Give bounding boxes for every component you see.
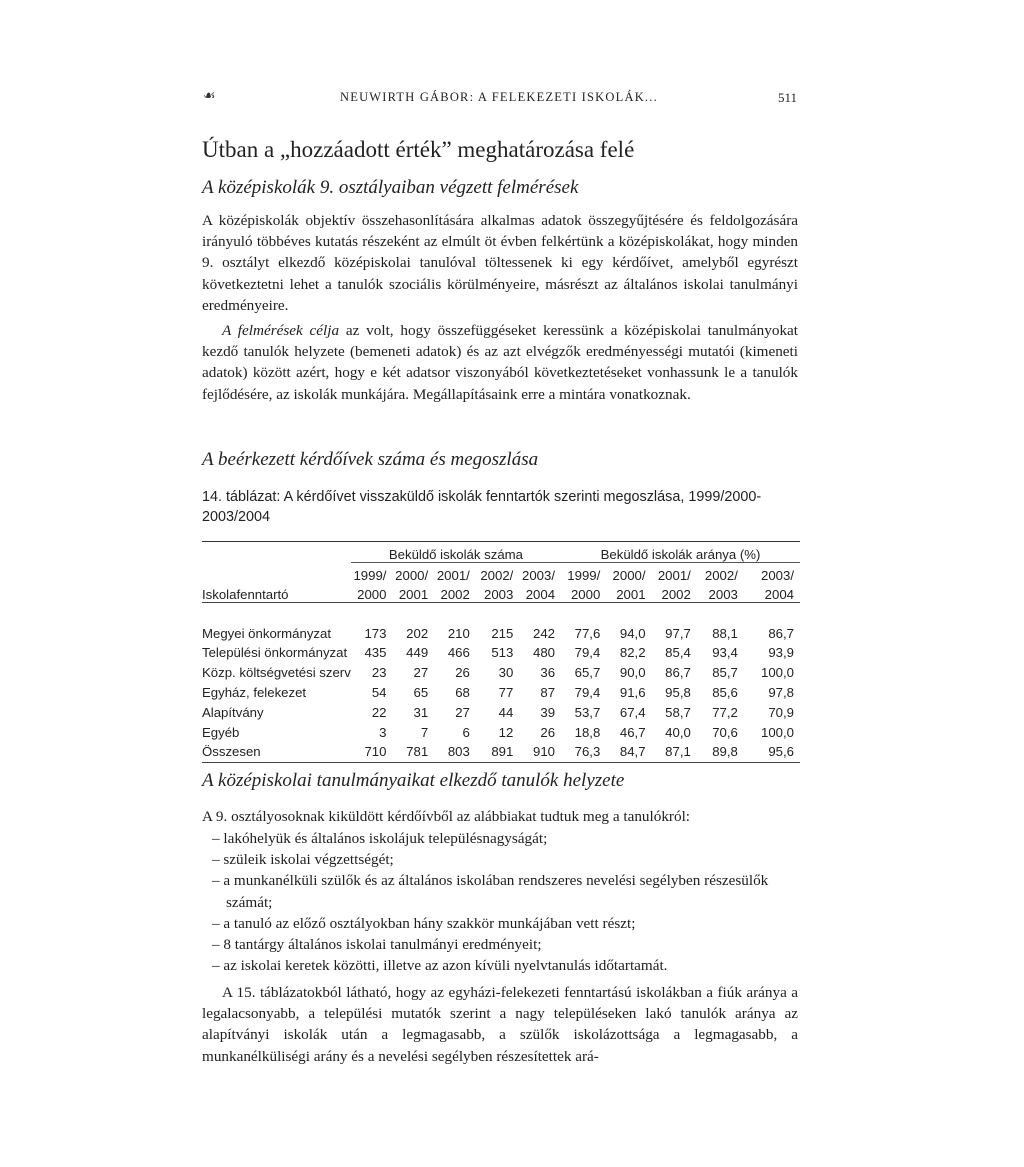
row-label: Összesen xyxy=(202,744,261,760)
table-cell: 466 xyxy=(447,645,470,661)
table-cell: 210 xyxy=(447,625,470,641)
table-cell: 93,4 xyxy=(712,645,738,661)
table-cell: 39 xyxy=(540,704,556,720)
table-body xyxy=(202,623,800,762)
table-cell: 26 xyxy=(540,724,556,740)
year-top: 1999/ xyxy=(353,567,387,583)
list-item: – a munkanélküli szülők és az általános iskolában rendszeres nevelési segélyben részesülők számát; xyxy=(212,872,769,911)
table-cell: 82,2 xyxy=(619,645,646,661)
list-item: – a tanuló az előző osztályokban hány szakkör munkájában vett részt; xyxy=(212,914,636,932)
year-bottom: 2000 xyxy=(570,587,601,603)
table-cell: 85,4 xyxy=(665,645,691,661)
table-cell: 23 xyxy=(371,665,387,681)
year-bottom: 2000 xyxy=(357,587,387,603)
row-label: Alapítvány xyxy=(202,704,264,720)
paragraph-aim xyxy=(202,320,798,405)
survey-items-list xyxy=(202,828,802,976)
row-label: Települési önkormányzat xyxy=(202,645,348,661)
table-cell: 89,8 xyxy=(712,744,738,760)
table-cell: 76,3 xyxy=(574,744,601,760)
table-cell: 3 xyxy=(379,724,387,740)
table-cell: 202 xyxy=(406,625,429,641)
table-cell: 22 xyxy=(371,704,387,720)
table-row xyxy=(202,683,800,703)
group-header-count: Beküldő iskolák száma xyxy=(351,542,561,563)
year-top: 1999/ xyxy=(567,567,601,583)
table-cell: 27 xyxy=(455,704,470,720)
paragraph-aim-text: az volt, hogy összefüggéseket keressünk a középiskolai tanulmányokat kezdő tanulók helyzete (bemeneti adatok) és az azt elvégzők eredményességi mutatói (kimeneti adatok) között azért, hogy e két adatsor viszonyából következtetéseket vonhassunk le a tanulók fejlődésére, az iskolák munkájára. Megállapításaink erre a mintára vonatkoznak. xyxy=(202,322,798,403)
table-row xyxy=(202,623,800,643)
year-bottom: 2001 xyxy=(398,587,429,603)
table-cell: 93,9 xyxy=(768,645,794,661)
table-cell: 18,8 xyxy=(574,724,601,740)
table-cell: 44 xyxy=(498,704,514,720)
table-cell: 7 xyxy=(420,724,429,740)
year-top: 2002/ xyxy=(480,567,514,583)
table-cell: 65 xyxy=(413,684,429,700)
table-cell: 100,0 xyxy=(760,724,794,740)
table-cell: 449 xyxy=(406,645,429,661)
list-item: – szüleik iskolai végzettségét; xyxy=(212,851,394,869)
table-cell: 95,8 xyxy=(665,684,691,700)
list-item: – lakóhelyük és általános iskolájuk településnagyságát; xyxy=(212,830,548,847)
table-cell: 710 xyxy=(364,744,387,760)
table-cell: 781 xyxy=(406,744,429,760)
year-bottom: 2002 xyxy=(440,587,470,603)
table-cell: 215 xyxy=(491,625,514,641)
table-cell: 6 xyxy=(462,724,470,740)
paragraph-conclusion: A 15. táblázatokból látható, hogy az egyházi-felekezeti fenntartású iskolákban a fiúk aránya a legalacsonyabb, a települési mutatók szerint a nagy településeken lakó tanulók aránya az alapítványi iskolák után a legmagasabb, a szülők iskolázottsága a legmagasabb, a munkanélküliségi arány és a nevelési segélyben részesítettek ará- xyxy=(202,984,798,1065)
row-label: Egyéb xyxy=(202,724,240,740)
heading-student-situation: A középiskolai tanulmányaikat elkezdő tanulók helyzete xyxy=(202,770,625,791)
year-bottom: 2003 xyxy=(708,587,738,603)
table-cell: 58,7 xyxy=(665,704,691,720)
table-cell: 84,7 xyxy=(619,744,646,760)
table-row xyxy=(202,643,800,663)
table-cell: 26 xyxy=(455,665,470,681)
paragraph-aim-emphasis: A felmérések célja xyxy=(222,322,340,339)
table-cell: 85,6 xyxy=(712,684,738,700)
table-caption: 14. táblázat: A kérdőívet visszaküldő iskolák fenntartók szerinti megoszlása, 1999/2000-2003/2004 xyxy=(202,489,762,525)
year-top: 2001/ xyxy=(657,567,691,583)
table-cell: 85,7 xyxy=(712,665,738,681)
running-head: NEUWIRTH GÁBOR: A FELEKEZETI ISKOLÁK... xyxy=(340,90,658,104)
year-bottom: 2003 xyxy=(484,587,514,603)
year-bottom: 2001 xyxy=(616,587,646,603)
table-cell: 68 xyxy=(455,684,470,700)
page-number: 511 xyxy=(778,90,798,105)
table-cell: 100,0 xyxy=(760,665,794,681)
year-top: 2000/ xyxy=(395,567,429,583)
printer-mark-icon: ☙ xyxy=(203,89,216,104)
table-row xyxy=(202,663,800,683)
group-header-ratio: Beküldő iskolák aránya (%) xyxy=(561,542,800,563)
row-label: Egyház, felekezet xyxy=(202,684,307,700)
table-cell: 435 xyxy=(364,645,387,661)
heading-questionnaires: A beérkezett kérdőívek száma és megoszlása xyxy=(202,449,539,470)
section-subtitle: A középiskolák 9. osztályaiban végzett felmérések xyxy=(202,177,579,198)
table-cell: 77 xyxy=(498,684,514,700)
year-bottom: 2004 xyxy=(525,587,556,603)
table-cell: 88,1 xyxy=(712,625,738,641)
table-cell: 91,6 xyxy=(619,684,646,700)
table-cell: 910 xyxy=(533,744,556,760)
table-cell: 70,6 xyxy=(712,724,738,740)
table-cell: 31 xyxy=(413,704,429,720)
table-cell: 70,9 xyxy=(768,704,794,720)
year-top: 2002/ xyxy=(704,567,738,583)
table-cell: 65,7 xyxy=(574,665,601,681)
list-item: – 8 tantárgy általános iskolai tanulmányi eredményeit; xyxy=(212,936,542,954)
year-bottom: 2004 xyxy=(764,587,794,603)
table-cell: 79,4 xyxy=(574,684,601,700)
table-cell: 27 xyxy=(413,665,429,681)
table-cell: 513 xyxy=(491,645,514,661)
table-cell: 86,7 xyxy=(768,625,794,641)
paragraph-survey-intro: A 9. osztályosoknak kiküldött kérdőívből az alábbiakat tudtuk meg a tanulókról: xyxy=(202,808,691,825)
table-cell: 46,7 xyxy=(619,724,646,740)
table-cell: 97,8 xyxy=(768,684,794,700)
table-cell: 53,7 xyxy=(574,704,601,720)
table-cell: 36 xyxy=(540,665,556,681)
table-cell: 95,6 xyxy=(768,744,794,760)
table-cell: 480 xyxy=(533,645,556,661)
table-cell: 67,4 xyxy=(619,704,646,720)
table-row xyxy=(202,702,800,722)
table-cell: 173 xyxy=(364,625,387,641)
table-row xyxy=(202,722,800,742)
maintainer-distribution-table xyxy=(202,541,800,763)
table-cell: 54 xyxy=(371,684,387,700)
year-top: 2003/ xyxy=(522,567,556,583)
list-item: – az iskolai keretek közötti, illetve az azon kívüli nyelvtanulás időtartamát. xyxy=(212,957,668,975)
year-bottom: 2002 xyxy=(661,587,691,603)
table-cell: 77,6 xyxy=(574,625,601,641)
year-top: 2003/ xyxy=(760,567,794,583)
table-cell: 97,7 xyxy=(665,625,691,641)
table-cell: 77,2 xyxy=(712,704,738,720)
year-top: 2000/ xyxy=(612,567,646,583)
table-cell: 12 xyxy=(498,724,514,740)
table-cell: 87 xyxy=(540,684,556,700)
table-cell: 94,0 xyxy=(619,625,646,641)
table-cell: 803 xyxy=(447,744,470,760)
section-title: Útban a „hozzáadott érték” meghatározása felé xyxy=(202,137,635,162)
year-top: 2001/ xyxy=(436,567,470,583)
row-header-label: Iskolafenntartó xyxy=(202,587,289,603)
table-row xyxy=(202,742,800,762)
table-cell: 90,0 xyxy=(619,665,646,681)
row-label: Megyei önkormányzat xyxy=(202,625,332,641)
table-cell: 86,7 xyxy=(665,665,691,681)
paragraph-intro: A középiskolák objektív összehasonlítására alkalmas adatok összegyűjtésére és feldolgozására irányuló többéves kutatás részeként az elmúlt öt évben felkértünk a középiskolákat, hogy minden 9. osztályt elkezdő középiskolai tanulóval töltessenek ki egy kérdőívet, amelyből egyrészt következtetni lehet a tanulók szociális körülményeire, másrészt az általános iskolai tanulmányi eredményeire. xyxy=(202,212,798,314)
table-cell: 87,1 xyxy=(665,744,691,760)
table-cell: 79,4 xyxy=(574,645,601,661)
table-cell: 40,0 xyxy=(665,724,691,740)
table-cell: 891 xyxy=(491,744,514,760)
row-label: Közp. költségvetési szerv xyxy=(202,665,351,681)
table-cell: 30 xyxy=(498,665,514,681)
table-cell: 242 xyxy=(533,625,556,641)
